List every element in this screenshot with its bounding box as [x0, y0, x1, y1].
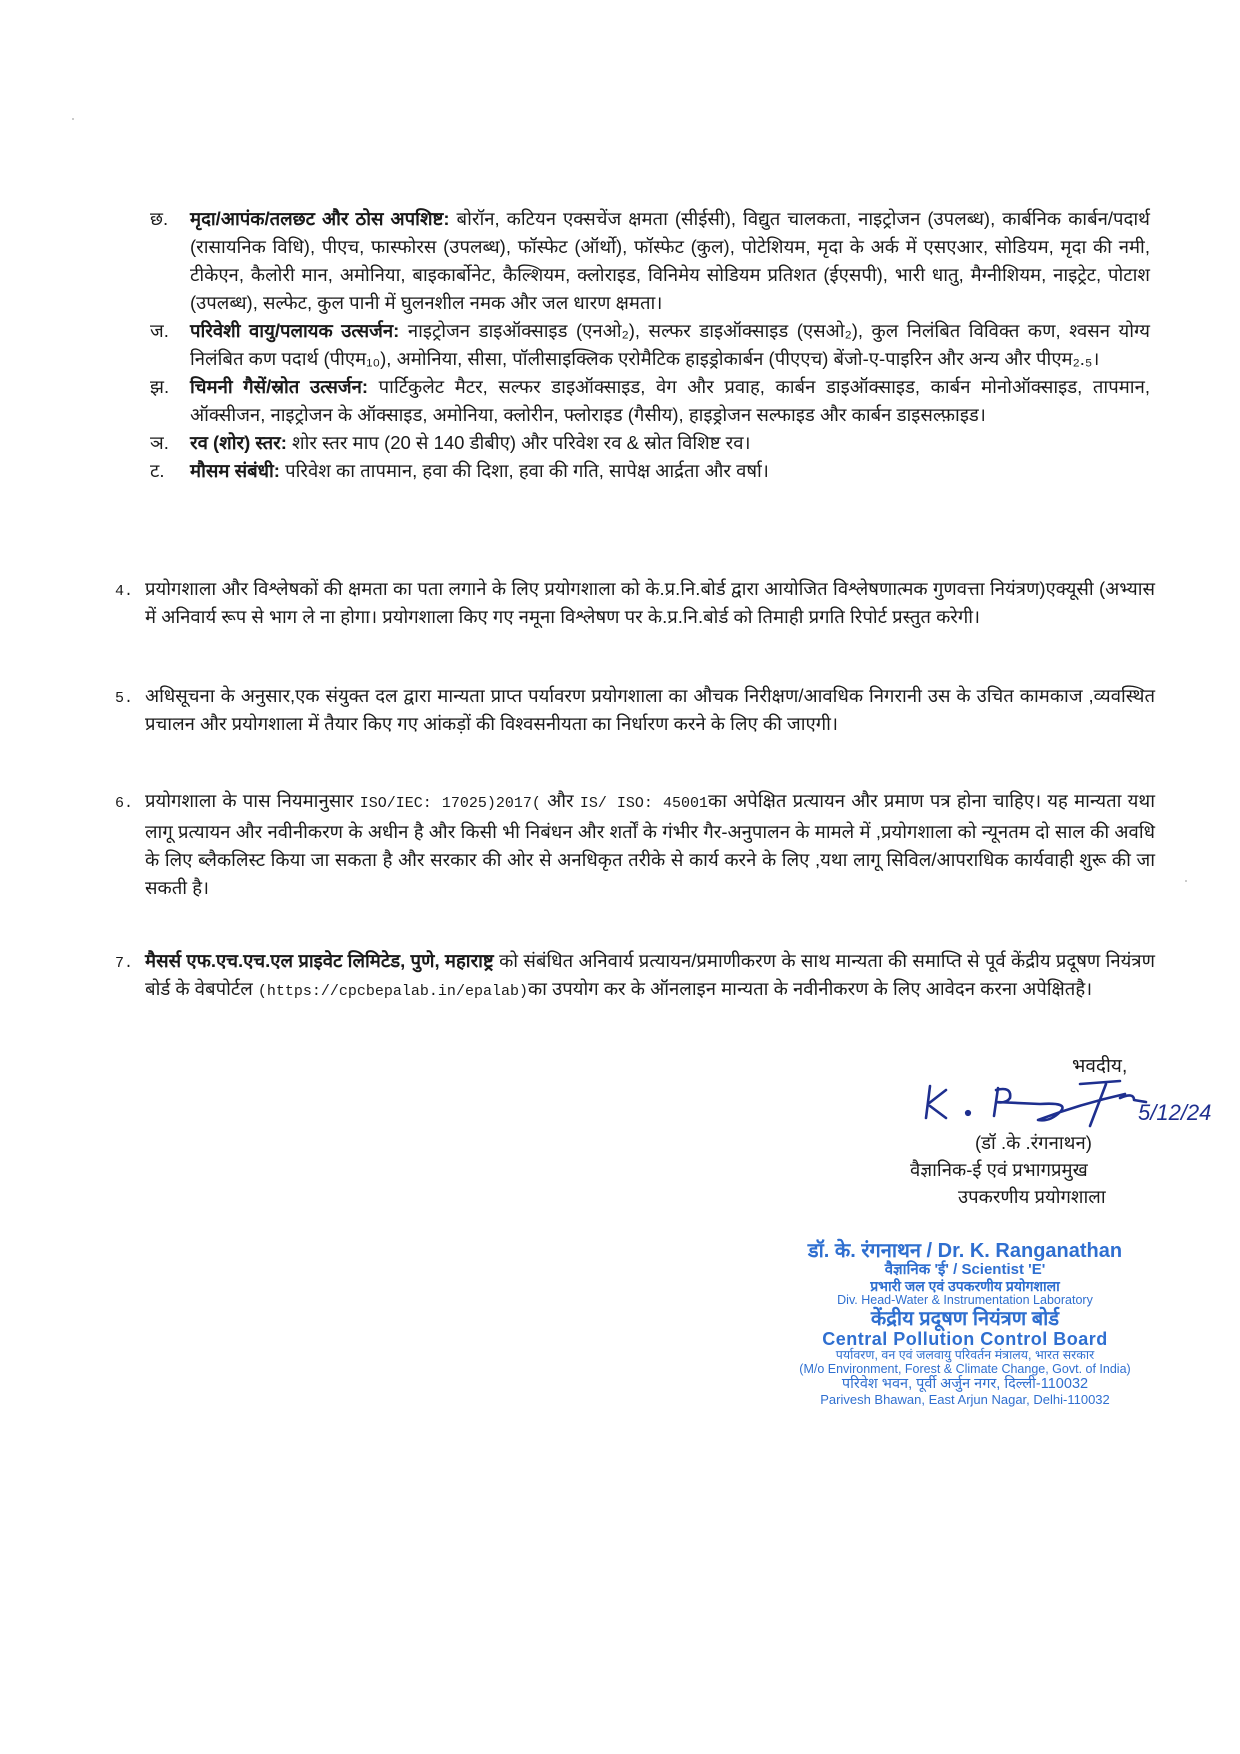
sublist-text: बोरॉन, कटियन एक्सचेंज क्षमता (सीईसी), विद्युत चालकता, नाइट्रोजन (उपलब्ध), कार्बनिक कार्बन/पदार्थ (रासायनिक विधि), पीएच, फास्फोरस (उपलब्ध), फॉस्फेट (ऑर्थो), फॉस्फेट (कुल), पोटेशियम, मृदा के अर्क में एसएआर, सोडियम, मृदा की नमी, टीकेएन, कैलोरी मान, अमोनिया, बाइकार्बोनेट, कैल्शियम, क्लोराइड, विनिमेय सोडियम प्रतिशत (ईएसपी), भारी धातु, मैग्नीशियम, नाइट्रेट, पोटाश (उपलब्ध), सल्फेट, कुल पानी में घुलनशील नमक और जल धारण क्षमता।	[190, 208, 1150, 313]
stamp-address-english: Parivesh Bhawan, East Arjun Nagar, Delhi-110032	[820, 1391, 1110, 1407]
signature-date: 5/12/24	[1138, 1100, 1212, 1125]
official-stamp	[790, 1240, 1140, 1407]
signatory-department: उपकरणीय प्रयोगशाला	[958, 1186, 1106, 1207]
company-name: मैसर्स एफ.एच.एच.एल प्राइवेट लिमिटेड, पुणे, महाराष्ट्र	[145, 950, 494, 971]
sublist-label: छ.	[150, 208, 169, 229]
sublist-item-soil	[150, 205, 1150, 317]
scan-speck	[72, 118, 74, 120]
sublist-heading: परिवेशी वायु/पलायक उत्सर्जन:	[190, 320, 400, 341]
sublist-text: नाइट्रोजन डाइऑक्साइड (एनओ₂), सल्फर डाइऑक्साइड (एसओ₂), कुल निलंबित विविक्त कण, श्वसन योग्य निलंबित कण पदार्थ (पीएम₁₀), अमोनिया, सीसा, पॉलीसाइक्लिक एरोमैटिक हाइड्रोकार्बन (पीएएच) बेंजो-ए-पाइरिन और अन्य और पीएम₂.₅।	[190, 320, 1150, 369]
item-number: 7.	[115, 955, 134, 972]
sublist-heading: मौसम संबंधी:	[190, 460, 280, 481]
item-text: प्रयोगशाला के पास नियमानुसार	[145, 790, 360, 811]
item-text: और	[540, 790, 580, 811]
sublist-item-meteorological	[150, 457, 1150, 485]
numbered-item-4	[115, 575, 1155, 631]
stamp-name: डॉ. के. रंगनाथन / Dr. K. Ranganathan	[807, 1240, 1123, 1262]
stamp-division-english: Div. Head-Water & Instrumentation Laboratory	[837, 1292, 1093, 1307]
iso-17025-reference: ISO/IEC: 17025)2017(	[359, 795, 541, 812]
stamp-ministry-hindi: पर्यावरण, वन एवं जलवायु परिवर्तन मंत्रालय, भारत सरकार	[835, 1348, 1095, 1363]
item-text: का उपयोग कर के ऑनलाइन मान्यता के नवीनीकरण के लिए आवेदन करना अपेक्षितहै।	[527, 978, 1093, 999]
item-number: 5.	[115, 690, 134, 707]
item-text: प्रयोगशाला और विश्लेषकों की क्षमता का पता लगाने के लिए प्रयोगशाला को के.प्र.नि.बोर्ड द्वारा आयोजित विश्लेषणात्मक गुणवत्ता नियंत्रण)एक्यूसी (अभ्यास में अनिवार्य रूप से भाग ले ना होगा। प्रयोगशाला किए गए नमूना विश्लेषण पर के.प्र.नि.बोर्ड को तिमाही प्रगति रिपोर्ट प्रस्तुत करेगी।	[145, 578, 1155, 627]
stamp-designation: वैज्ञानिक 'ई' / Scientist 'E'	[884, 1261, 1046, 1278]
sublist-heading: रव (शोर) स्तर:	[190, 432, 287, 453]
stamp-division-hindi: प्रभारी जल एवं उपकरणीय प्रयोगशाला	[870, 1277, 1060, 1294]
stamp-board-hindi: केंद्रीय प्रदूषण नियंत्रण बोर्ड	[870, 1307, 1060, 1330]
sublist-item-ambient-air	[150, 317, 1150, 373]
sublist-heading: चिमनी गैसें/स्रोत उत्सर्जन:	[190, 376, 369, 397]
iso-45001-reference: IS/ ISO: 45001	[579, 795, 708, 812]
stamp-ministry-english: (M/o Environment, Forest & Climate Change, Govt. of India)	[799, 1362, 1131, 1377]
closing-salutation: भवदीय,	[1072, 1056, 1128, 1077]
stamp-board-english: Central Pollution Control Board	[822, 1328, 1108, 1349]
signatory-name: (डॉ .के .रंगनाथन)	[975, 1132, 1092, 1153]
portal-url-link[interactable]: (https://cpcbepalab.in/epalab)	[257, 983, 528, 1000]
numbered-item-7	[115, 947, 1155, 1006]
handwritten-signature	[920, 1078, 1212, 1128]
item-text: को संबंधित अनिवार्य प्रत्यायन/प्रमाणीकरण के साथ मान्यता की समाप्ति से पूर्व केंद्रीय प्रदूषण नियंत्रण बोर्ड के वेबपोर्टल	[145, 950, 1155, 999]
item-text: अधिसूचना के अनुसार,एक संयुक्त दल द्वारा मान्यता प्राप्त पर्यावरण प्रयोगशाला का औचक निरीक्षण/आवधिक निगरानी उस के उचित कामकाज ,व्यवस्थित प्रचालन और प्रयोगशाला में तैयार किए गए आंकड़ों की विश्वसनीयता का निर्धारण करने के लिए की जाएगी।	[145, 685, 1155, 734]
sublist-item-noise	[150, 429, 1150, 457]
sublist-text: परिवेश का तापमान, हवा की दिशा, हवा की गति, सापेक्ष आर्द्रता और वर्षा।	[279, 460, 769, 481]
sublist-text: पार्टिकुलेट मैटर, सल्फर डाइऑक्साइड, वेग और प्रवाह, कार्बन डाइऑक्साइड, कार्बन मोनोऑक्साइड, तापमान, ऑक्सीजन, नाइट्रोजन के ऑक्साइड, अमोनिया, क्लोरीन, फ्लोराइड (गैसीय), हाइड्रोजन सल्फाइड और कार्बन डाइसल्फ़ाइड।	[190, 376, 1150, 425]
numbered-item-6	[115, 787, 1155, 902]
sublist-label: ज.	[150, 320, 169, 341]
item-number: 6.	[115, 795, 134, 812]
sublist-label: झ.	[150, 376, 170, 397]
sublist-label: ञ.	[150, 432, 169, 453]
sublist-label: ट.	[150, 460, 165, 481]
signatory-title: वैज्ञानिक-ई एवं प्रभागप्रमुख	[910, 1159, 1088, 1180]
stamp-address-hindi: परिवेश भवन, पूर्वी अर्जुन नगर, दिल्ली-110032	[841, 1375, 1089, 1392]
item-text: का अपेक्षित प्रत्यायन और प्रमाण पत्र होना चाहिए। यह मान्यता यथा लागू प्रत्यायन और नवीनीकरण के अधीन है और किसी भी निबंधन और शर्तों के गंभीर गैर-अनुपालन के मामले में ,प्रयोगशाला को न्यूनतम दो साल की अवधि के लिए ब्लैकलिस्ट किया जा सकता है और सरकार की ओर से अनधिकृत तरीके से कार्य करने के लिए ,यथा लागू सिविल/आपराधिक कार्यवाही शुरू की जा सकती है।	[145, 790, 1155, 898]
sublist-text: शोर स्तर माप (20 से 140 डीबीए) और परिवेश रव & स्रोत विशिष्ट रव।	[286, 432, 751, 453]
item-number: 4.	[115, 583, 134, 600]
numbered-item-5	[115, 682, 1155, 738]
sublist-heading: मृदा/आपंक/तलछट और ठोस अपशिष्ट:	[190, 208, 450, 229]
sublist-item-stack-emission	[150, 373, 1150, 429]
parameter-sublist	[150, 205, 1150, 485]
scan-speck	[1185, 880, 1187, 882]
